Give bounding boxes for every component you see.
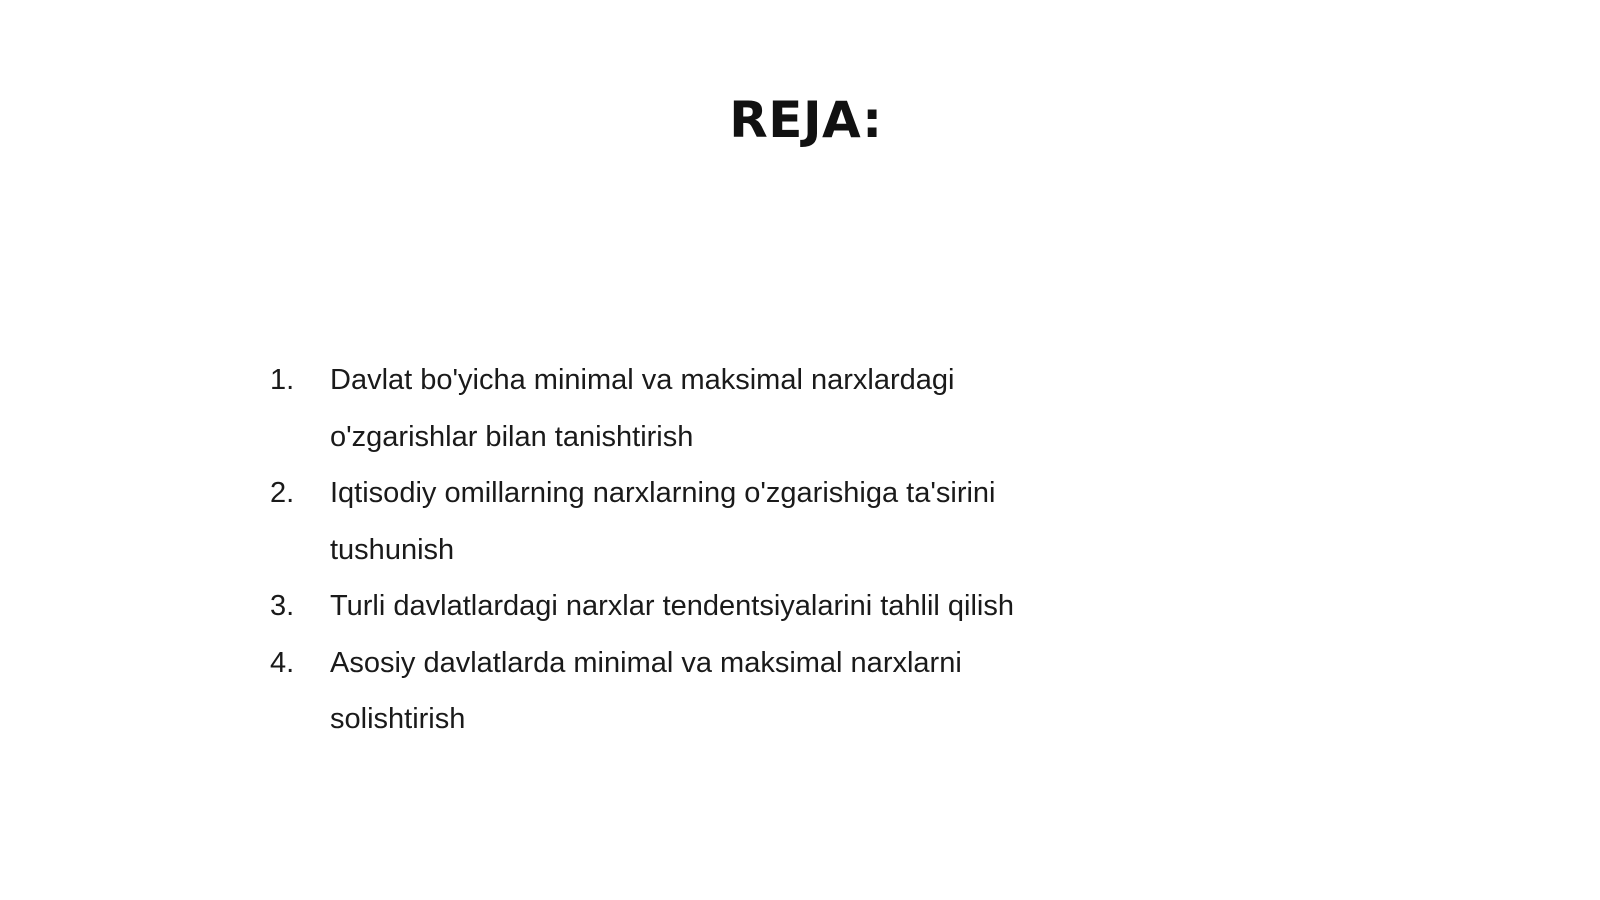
- list-item-number: 3.: [270, 590, 295, 622]
- list-item-number: 1.: [270, 364, 295, 396]
- list-item-number: 2.: [270, 477, 295, 509]
- list-item-text: Turli davlatlardagi narxlar tendentsiyalarini tahlil qilish: [330, 590, 1014, 622]
- list-item-text: Asosiy davlatlarda minimal va maksimal narxlarni solishtirish: [330, 646, 962, 735]
- list-item: [270, 465, 1030, 578]
- list-item-number: 4.: [270, 646, 295, 679]
- list-item: [270, 635, 1030, 748]
- list-item-text: Davlat bo'yicha minimal va maksimal narxlardagi o'zgarishlar bilan tanishtirish: [330, 364, 955, 453]
- list-item: [270, 352, 1030, 465]
- plan-list: [270, 352, 1030, 748]
- list-item-text: Iqtisodiy omillarning narxlarning o'zgarishiga ta'sirini tushunish: [330, 477, 996, 566]
- list-item: [270, 578, 1030, 635]
- slide-title: REJA:: [729, 91, 883, 149]
